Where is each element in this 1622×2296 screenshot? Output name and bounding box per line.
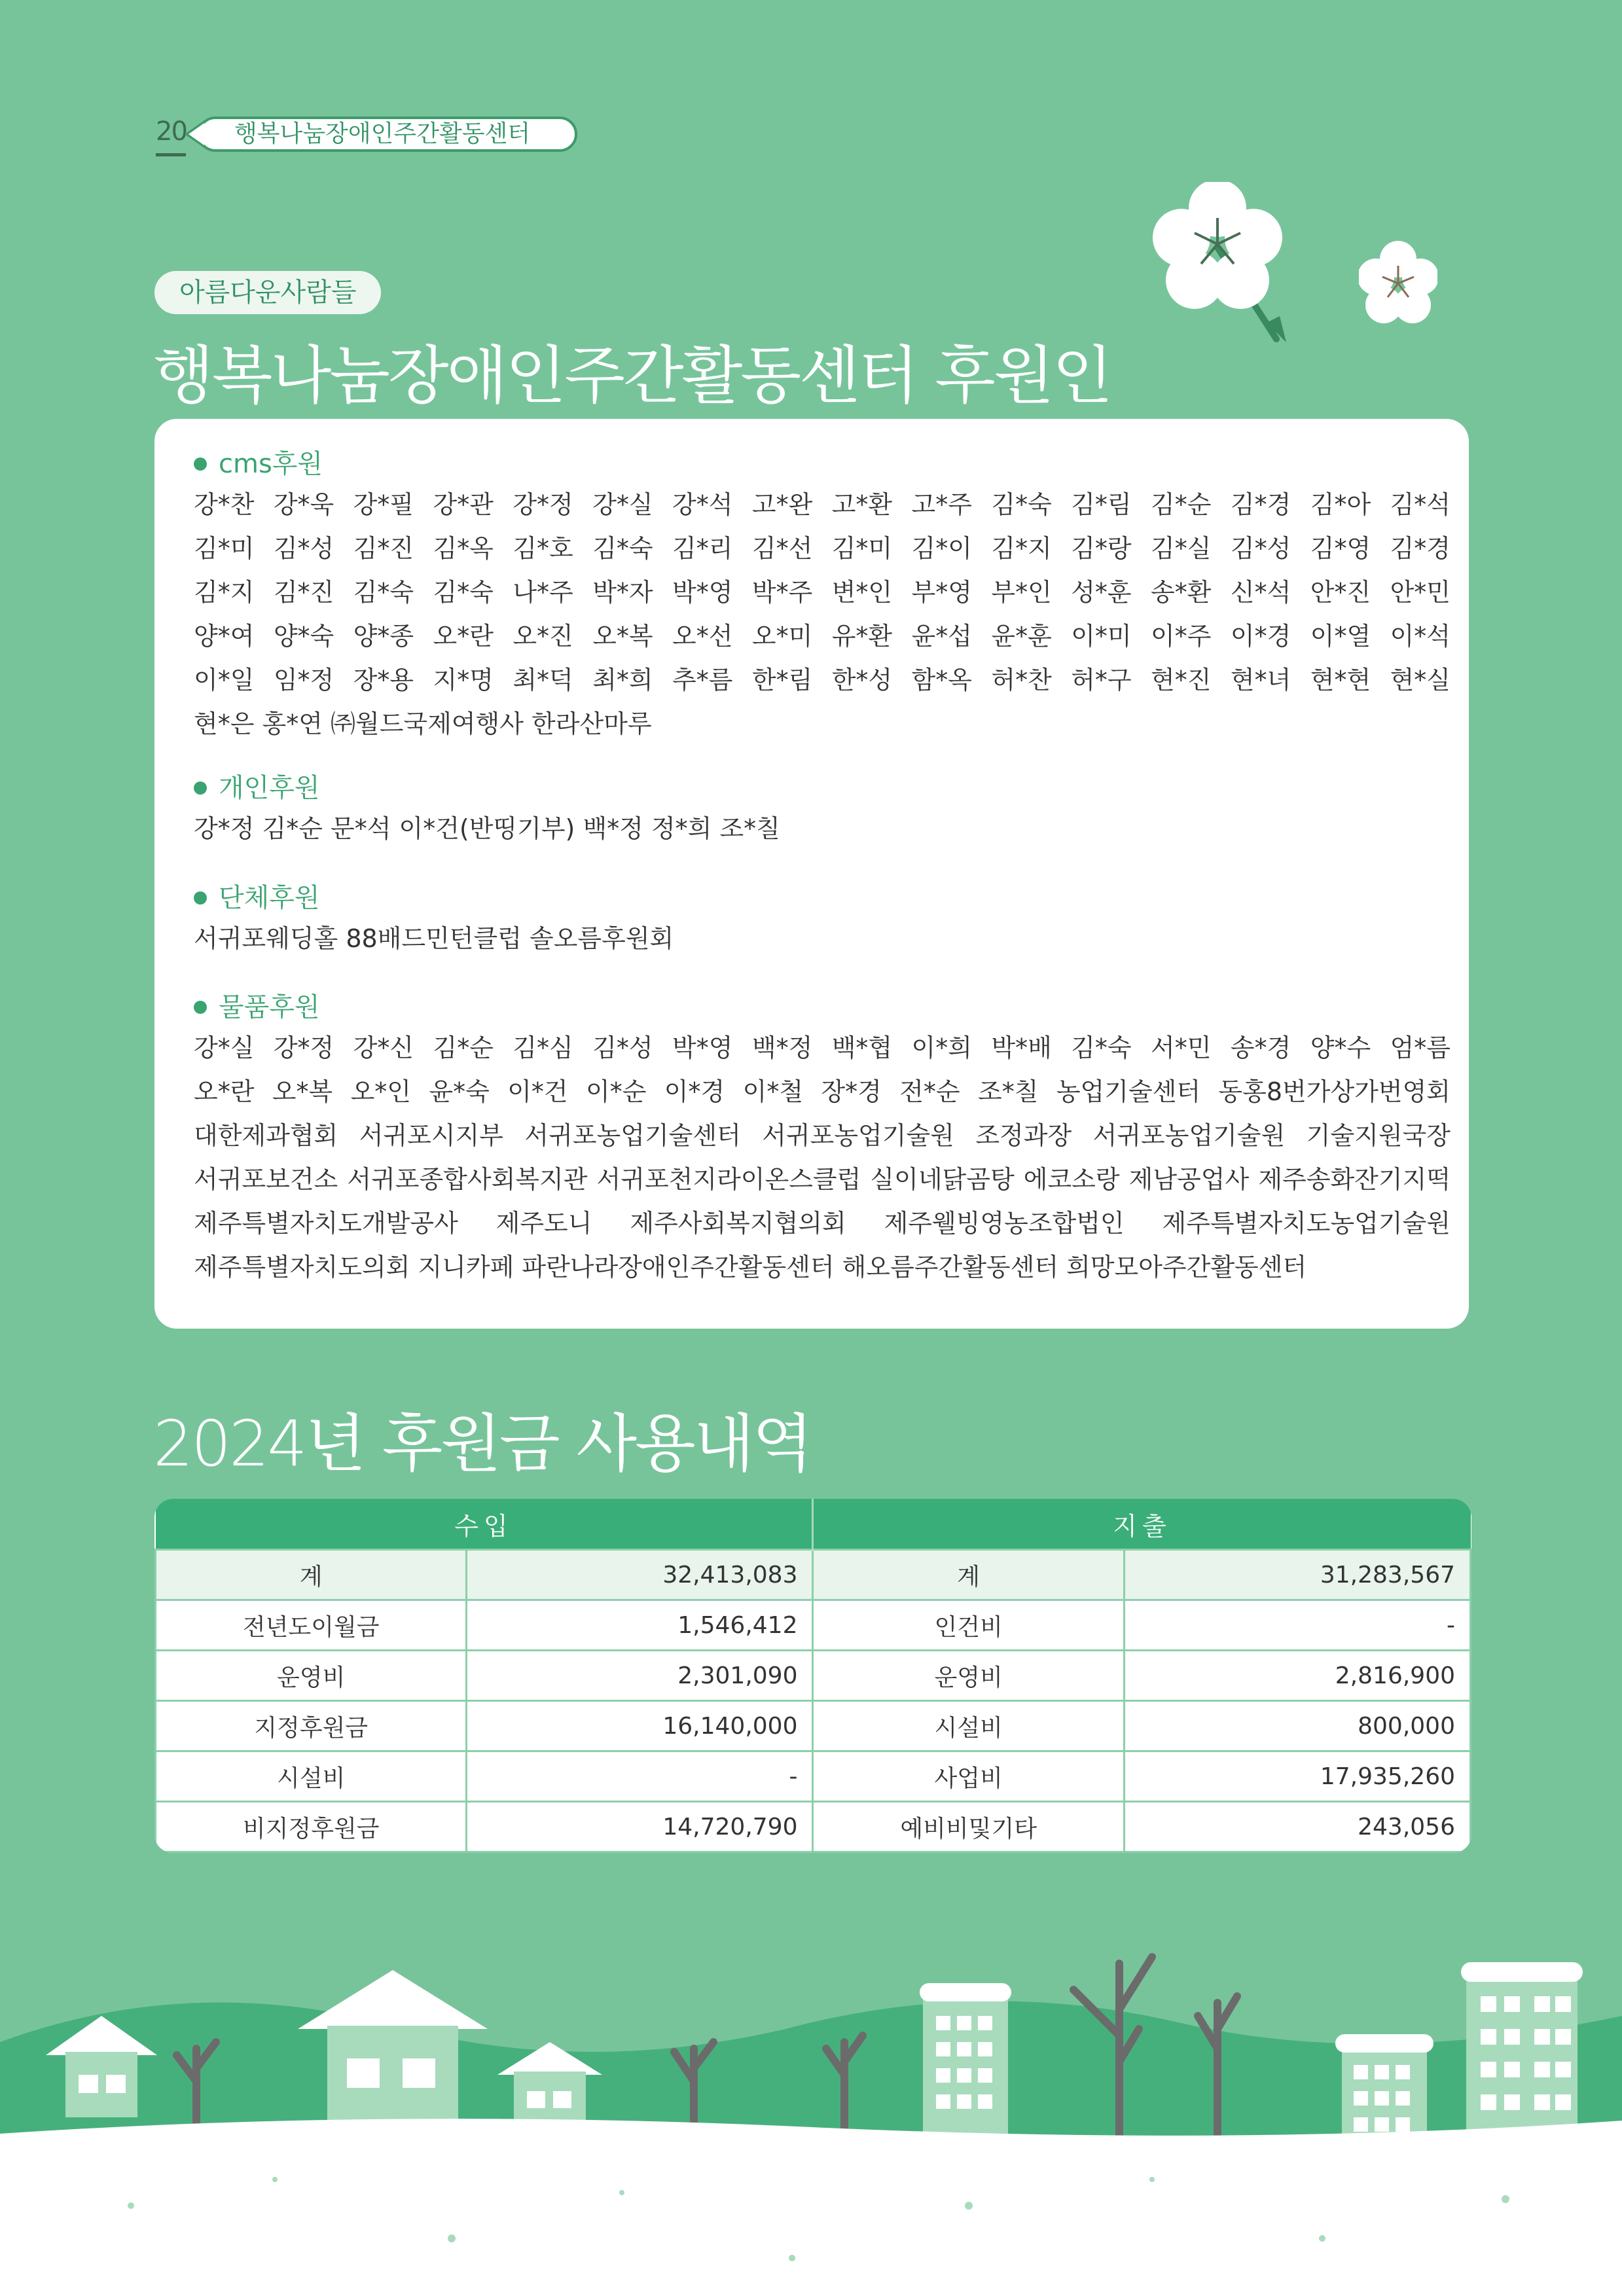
table-row <box>156 1751 1471 1802</box>
donor-line: 이*일 임*정 장*용 지*명 최*덕 최*희 추*름 한*림 한*성 함*옥 허*찬 허*구 현*진 현*녀 현*현 현*실 <box>194 666 1451 694</box>
income-label: 지정후원금 <box>156 1701 467 1751</box>
donor-line: 양*여 양*숙 양*종 오*란 오*진 오*복 오*선 오*미 유*환 윤*섭 윤*훈 이*미 이*주 이*경 이*열 이*석 <box>194 622 1451 651</box>
flower-icon <box>1359 241 1437 326</box>
income-value: 32,413,083 <box>467 1550 813 1600</box>
donor-line: 강*찬 강*욱 강*필 강*관 강*정 강*실 강*석 고*완 고*환 고*주 김*숙 김*림 김*순 김*경 김*아 김*석 <box>194 490 1451 519</box>
section-cms <box>194 445 1451 746</box>
expense-label: 계 <box>813 1550 1124 1600</box>
usage-table <box>154 1499 1471 1853</box>
bullet-icon <box>194 781 207 795</box>
section-heading <box>194 879 1451 917</box>
section-goods <box>194 988 1451 1289</box>
donor-line: 강*정 김*순 문*석 이*건(반띵기부) 백*정 정*희 조*칠 <box>194 814 780 843</box>
bullet-icon <box>194 457 207 471</box>
section-body-last <box>194 1246 1451 1289</box>
donor-line: 현*은 홍*연 ㈜월드국제여행사 한라산마루 <box>194 709 652 738</box>
income-label: 시설비 <box>156 1751 467 1802</box>
section-body <box>194 917 1451 961</box>
center-name-tag: 행복나눔장애인주간활동센터 <box>198 117 577 152</box>
table-header-row <box>156 1499 1471 1550</box>
flower-icon <box>1152 182 1296 352</box>
income-value: 1,546,412 <box>467 1600 813 1651</box>
expense-value: 2,816,900 <box>1124 1651 1470 1701</box>
income-label: 계 <box>156 1550 467 1600</box>
section-body <box>194 483 1451 702</box>
table-row <box>156 1802 1471 1852</box>
page-number-underline <box>156 153 186 156</box>
income-label: 전년도이월금 <box>156 1600 467 1651</box>
page-number: 20 <box>156 117 187 147</box>
winter-landscape-illustration <box>0 1931 1622 2296</box>
bullet-icon <box>194 1001 207 1014</box>
income-value: 14,720,790 <box>467 1802 813 1852</box>
section-body <box>194 807 1451 851</box>
table-row <box>156 1651 1471 1701</box>
expense-header: 지출 <box>813 1499 1471 1550</box>
section-heading <box>194 445 1451 483</box>
donor-line: 김*지 김*진 김*숙 김*숙 나*주 박*자 박*영 박*주 변*인 부*영 부*인 성*훈 송*환 신*석 안*진 안*민 <box>194 578 1451 607</box>
section-heading <box>194 769 1451 807</box>
donor-line: 강*실 강*정 강*신 김*순 김*심 김*성 박*영 백*정 백*협 이*희 박*배 김*숙 서*민 송*경 양*수 엄*름 <box>194 1033 1451 1062</box>
expense-value: 800,000 <box>1124 1701 1470 1751</box>
section-heading-label: 단체후원 <box>219 883 320 913</box>
section-heading-label: 개인후원 <box>219 773 320 803</box>
expense-label: 운영비 <box>813 1651 1124 1701</box>
income-header: 수입 <box>156 1499 813 1550</box>
expense-value: 243,056 <box>1124 1802 1470 1852</box>
income-value: 2,301,090 <box>467 1651 813 1701</box>
donor-line: 오*란 오*복 오*인 윤*숙 이*건 이*순 이*경 이*철 장*경 전*순 조*칠 농업기술센터 동홍8번가상가번영회 <box>194 1077 1451 1106</box>
expense-value: 17,935,260 <box>1124 1751 1470 1802</box>
income-value: 16,140,000 <box>467 1701 813 1751</box>
donor-line: 제주특별자치도의회 지니카페 파란나라장애인주간활동센터 해오름주간활동센터 희망모아주간활동센터 <box>194 1253 1307 1282</box>
section-heading-label: cms후원 <box>219 449 323 479</box>
section-body-last <box>194 702 1451 746</box>
expense-value: 31,283,567 <box>1124 1550 1470 1600</box>
income-label: 비지정후원금 <box>156 1802 467 1852</box>
donor-list-card <box>154 419 1469 1329</box>
donor-line: 서귀포보건소 서귀포종합사회복지관 서귀포천지라이온스클럽 실이네닭곰탕 에코소랑 제남공업사 제주송화잔기지떡 <box>194 1165 1451 1194</box>
table-row <box>156 1600 1471 1651</box>
expense-label: 인건비 <box>813 1600 1124 1651</box>
bullet-icon <box>194 891 207 905</box>
table-row <box>156 1701 1471 1751</box>
usage-title: 2024년 후원금 사용내역 <box>153 1407 812 1480</box>
section-individual <box>194 769 1451 851</box>
expense-label: 예비비및기타 <box>813 1802 1124 1852</box>
income-value: - <box>467 1751 813 1802</box>
donor-line: 서귀포웨딩홀 88배드민턴클럽 솔오름후원회 <box>194 924 674 953</box>
donor-line: 대한제과협회 서귀포시지부 서귀포농업기술센터 서귀포농업기술원 조정과장 서귀포농업기술원 기술지원국장 <box>194 1121 1451 1150</box>
expense-label: 시설비 <box>813 1701 1124 1751</box>
expense-label: 사업비 <box>813 1751 1124 1802</box>
income-label: 운영비 <box>156 1651 467 1701</box>
page-title: 행복나눔장애인주간활동센터 후원인 <box>153 339 1111 412</box>
section-heading <box>194 988 1451 1026</box>
donor-line: 김*미 김*성 김*진 김*옥 김*호 김*숙 김*리 김*선 김*미 김*이 김*지 김*랑 김*실 김*성 김*영 김*경 <box>194 534 1451 563</box>
section-group <box>194 879 1451 961</box>
section-heading-label: 물품후원 <box>219 992 320 1022</box>
expense-value: - <box>1124 1600 1470 1651</box>
table-row <box>156 1550 1471 1600</box>
donor-line: 제주특별자치도개발공사 제주도니 제주사회복지협의회 제주웰빙영농조합법인 제주특별자치도농업기술원 <box>194 1209 1451 1238</box>
section-body <box>194 1026 1451 1246</box>
tag-arrow-inner <box>189 123 204 145</box>
category-pill: 아름다운사람들 <box>154 271 381 314</box>
building-icon <box>920 1983 1011 2153</box>
